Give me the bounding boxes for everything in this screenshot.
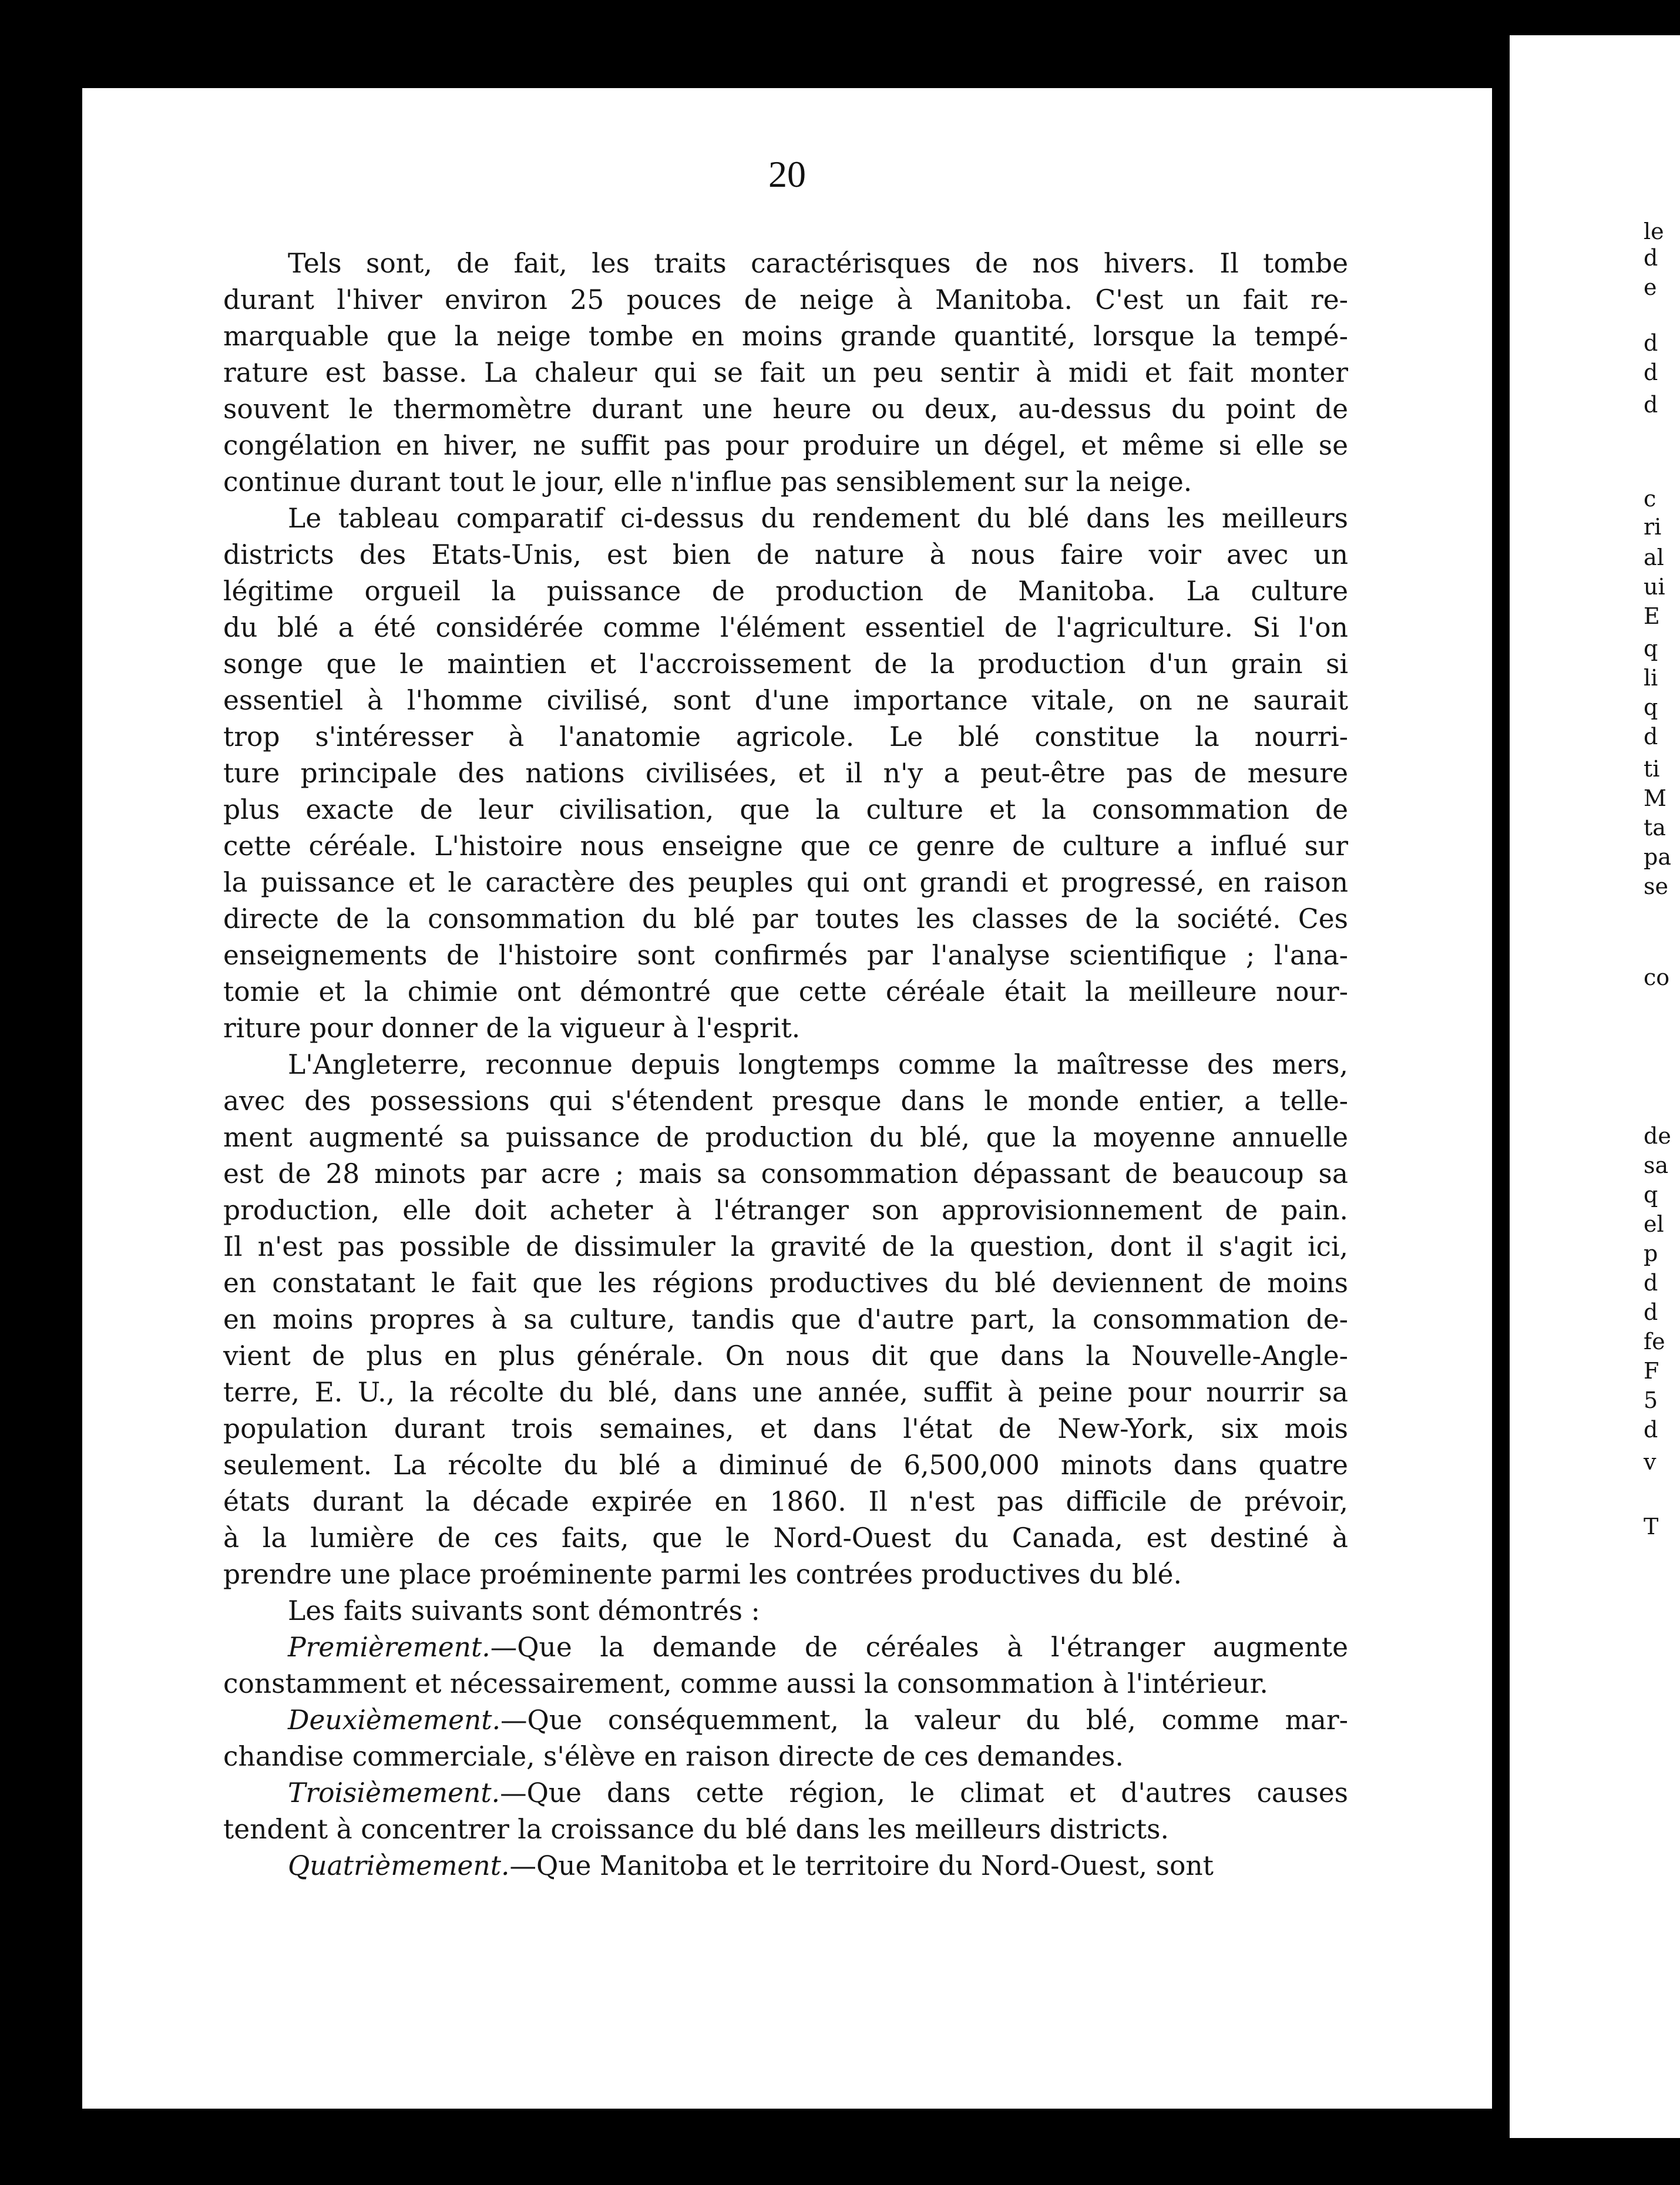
adjacent-page-fragment: e [1644, 274, 1657, 300]
text-line: ment augmenté sa puissance de production du blé, que la moyenne annuelle [223, 1122, 1348, 1153]
adjacent-page-fragment: T [1644, 1514, 1659, 1539]
text-line: constamment et nécessairement, comme aussi la consommation à l'intérieur. [223, 1668, 1268, 1699]
adjacent-page-fragment: d [1644, 245, 1658, 271]
enumeration-label: Quatrièmement. [288, 1850, 510, 1881]
text-line: à la lumière de ces faits, que le Nord-Ouest du Canada, est destiné à [223, 1522, 1348, 1554]
paragraph [223, 500, 1348, 1047]
adjacent-page-fragment: d [1644, 724, 1658, 749]
adjacent-page-fragment: d [1644, 392, 1658, 418]
adjacent-page-fragment: ta [1644, 815, 1666, 841]
text-line: Les faits suivants sont démontrés : [288, 1595, 760, 1626]
text-line: riture pour donner de la vigueur à l'esprit. [223, 1013, 801, 1044]
text-line: rature est basse. La chaleur qui se fait un peu sentir à midi et fait monter [223, 357, 1348, 388]
adjacent-page-fragment: d [1644, 1299, 1658, 1325]
text-line: tomie et la chimie ont démontré que cette céréale était la meilleure nour- [223, 976, 1348, 1007]
text-line: essentiel à l'homme civilisé, sont d'une importance vitale, on ne saurait [223, 685, 1348, 716]
adjacent-page-fragment: ri [1644, 514, 1662, 540]
page-number: 20 [768, 153, 806, 195]
adjacent-page-fragment: el [1644, 1211, 1664, 1237]
paragraph [223, 246, 1348, 500]
adjacent-page-fragment: fe [1644, 1329, 1665, 1354]
text-line: L'Angleterre, reconnue depuis longtemps comme la maîtresse des mers, [288, 1049, 1348, 1080]
text-line: Tels sont, de fait, les traits caractérisques de nos hivers. Il tombe [288, 248, 1348, 279]
paragraph [223, 1047, 1348, 1593]
text-line: ture principale des nations civilisées, et il n'y a peut-être pas de mesure [223, 758, 1348, 789]
adjacent-page-fragment: q [1644, 636, 1658, 661]
paragraph [223, 1848, 1348, 1884]
paragraph [223, 1775, 1348, 1848]
text-line: songe que le maintien et l'accroissement de la production d'un grain si [223, 648, 1348, 680]
page-body [223, 246, 1348, 1884]
adjacent-page-fragment: v [1644, 1449, 1657, 1475]
adjacent-page-fragment: p [1644, 1241, 1658, 1266]
text-line: districts des Etats-Unis, est bien de nature à nous faire voir avec un [223, 539, 1348, 570]
enumeration-label: Deuxièmement. [288, 1705, 501, 1736]
text-line: plus exacte de leur civilisation, que la culture et la consommation de [223, 794, 1348, 825]
adjacent-page-fragment: d [1644, 1270, 1658, 1296]
page-gutter [1492, 35, 1510, 2132]
text-line: continue durant tout le jour, elle n'influe pas sensiblement sur la neige. [223, 466, 1192, 497]
text-line: marquable que la neige tombe en moins grande quantité, lorsque la tempé- [223, 321, 1348, 352]
adjacent-page-fragment: F [1644, 1358, 1659, 1384]
paragraph [223, 1629, 1348, 1702]
adjacent-page-fragment: ti [1644, 756, 1660, 782]
text-line: vient de plus en plus générale. On nous dit que dans la Nouvelle-Angle- [223, 1340, 1348, 1371]
line-text: —Que conséquemment, la valeur du blé, comme mar- [500, 1705, 1348, 1736]
text-line: du blé a été considérée comme l'élément essentiel de l'agriculture. Si l'on [223, 612, 1348, 643]
adjacent-page-fragment: se [1644, 873, 1668, 899]
paragraph [223, 1593, 1348, 1629]
adjacent-page-fragment: de [1644, 1123, 1671, 1149]
text-line: états durant la décade expirée en 1860. Il n'est pas difficile de prévoir, [223, 1486, 1348, 1517]
line-text: —Que Manitoba et le territoire du Nord-Ouest, sont [509, 1850, 1214, 1881]
text-line: congélation en hiver, ne suffit pas pour produire un dégel, et même si elle se [223, 430, 1348, 461]
adjacent-page-fragment: 5 [1644, 1387, 1658, 1413]
text-line: population durant trois semaines, et dans l'état de New-York, six mois [223, 1413, 1348, 1444]
adjacent-page-fragment: d [1644, 359, 1658, 385]
text-line: cette céréale. L'histoire nous enseigne que ce genre de culture a influé sur [223, 831, 1348, 862]
text-line: la puissance et le caractère des peuples qui ont grandi et progressé, en raison [223, 867, 1348, 898]
text-line: seulement. La récolte du blé a diminué de 6,500,000 minots dans quatre [223, 1450, 1348, 1481]
adjacent-page-fragment: al [1644, 544, 1664, 570]
text-line: avec des possessions qui s'étendent presque dans le monde entier, a telle- [223, 1085, 1348, 1117]
text-line: tendent à concentrer la croissance du blé dans les meilleurs districts. [223, 1814, 1169, 1845]
text-line [223, 1702, 1348, 1739]
enumeration-label: Premièrement. [288, 1632, 490, 1663]
text-line: chandise commerciale, s'élève en raison directe de ces demandes. [223, 1741, 1124, 1772]
text-line: durant l'hiver environ 25 pouces de neige à Manitoba. C'est un fait re- [223, 284, 1348, 315]
book-page [82, 88, 1492, 2109]
adjacent-page-fragment: q [1644, 694, 1658, 720]
text-line: prendre une place proéminente parmi les contrées productives du blé. [223, 1559, 1182, 1590]
adjacent-page-fragment: q [1644, 1182, 1658, 1208]
adjacent-page-fragment: co [1644, 964, 1670, 990]
text-line: est de 28 minots par acre ; mais sa consommation dépassant de beaucoup sa [223, 1158, 1348, 1189]
text-line: légitime orgueil la puissance de production de Manitoba. La culture [223, 576, 1348, 607]
line-text: —Que dans cette région, le climat et d'autres causes [500, 1777, 1348, 1808]
text-line: terre, E. U., la récolte du blé, dans une année, suffit à peine pour nourrir sa [223, 1377, 1348, 1408]
text-line [223, 1848, 1348, 1884]
text-line: en constatant le fait que les régions productives du blé deviennent de moins [223, 1268, 1348, 1299]
text-line: en moins propres à sa culture, tandis que d'autre part, la consommation de- [223, 1304, 1348, 1335]
adjacent-page-fragment: E [1644, 603, 1660, 629]
text-line: Il n'est pas possible de dissimuler la gravité de la question, dont il s'agit ici, [223, 1231, 1348, 1262]
text-line [223, 1775, 1348, 1811]
adjacent-page-fragment: sa [1644, 1152, 1669, 1178]
adjacent-page-fragment: le [1644, 218, 1664, 244]
text-line: enseignements de l'histoire sont confirmés par l'analyse scientifique ; l'ana- [223, 940, 1348, 971]
adjacent-page-fragment: pa [1644, 844, 1671, 870]
adjacent-page-fragment: d [1644, 330, 1658, 356]
text-line: souvent le thermomètre durant une heure ou deux, au-dessus du point de [223, 394, 1348, 425]
enumeration-label: Troisièmement. [288, 1777, 500, 1808]
paragraph [223, 1702, 1348, 1775]
adjacent-page-fragment: ui [1644, 574, 1665, 600]
adjacent-page-fragment: M [1644, 785, 1666, 811]
text-line [223, 1629, 1348, 1666]
text-line: Le tableau comparatif ci-dessus du rendement du blé dans les meilleurs [288, 503, 1348, 534]
text-line: directe de la consommation du blé par toutes les classes de la société. Ces [223, 903, 1348, 934]
text-line: trop s'intéresser à l'anatomie agricole. Le blé constitue la nourri- [223, 721, 1348, 752]
adjacent-page-fragment: d [1644, 1417, 1658, 1443]
line-text: —Que la demande de céréales à l'étranger augmente [490, 1632, 1348, 1663]
adjacent-page-fragment: li [1644, 665, 1658, 691]
text-line: production, elle doit acheter à l'étranger son approvisionnement de pain. [223, 1195, 1348, 1226]
adjacent-page-fragment: c [1644, 486, 1657, 512]
